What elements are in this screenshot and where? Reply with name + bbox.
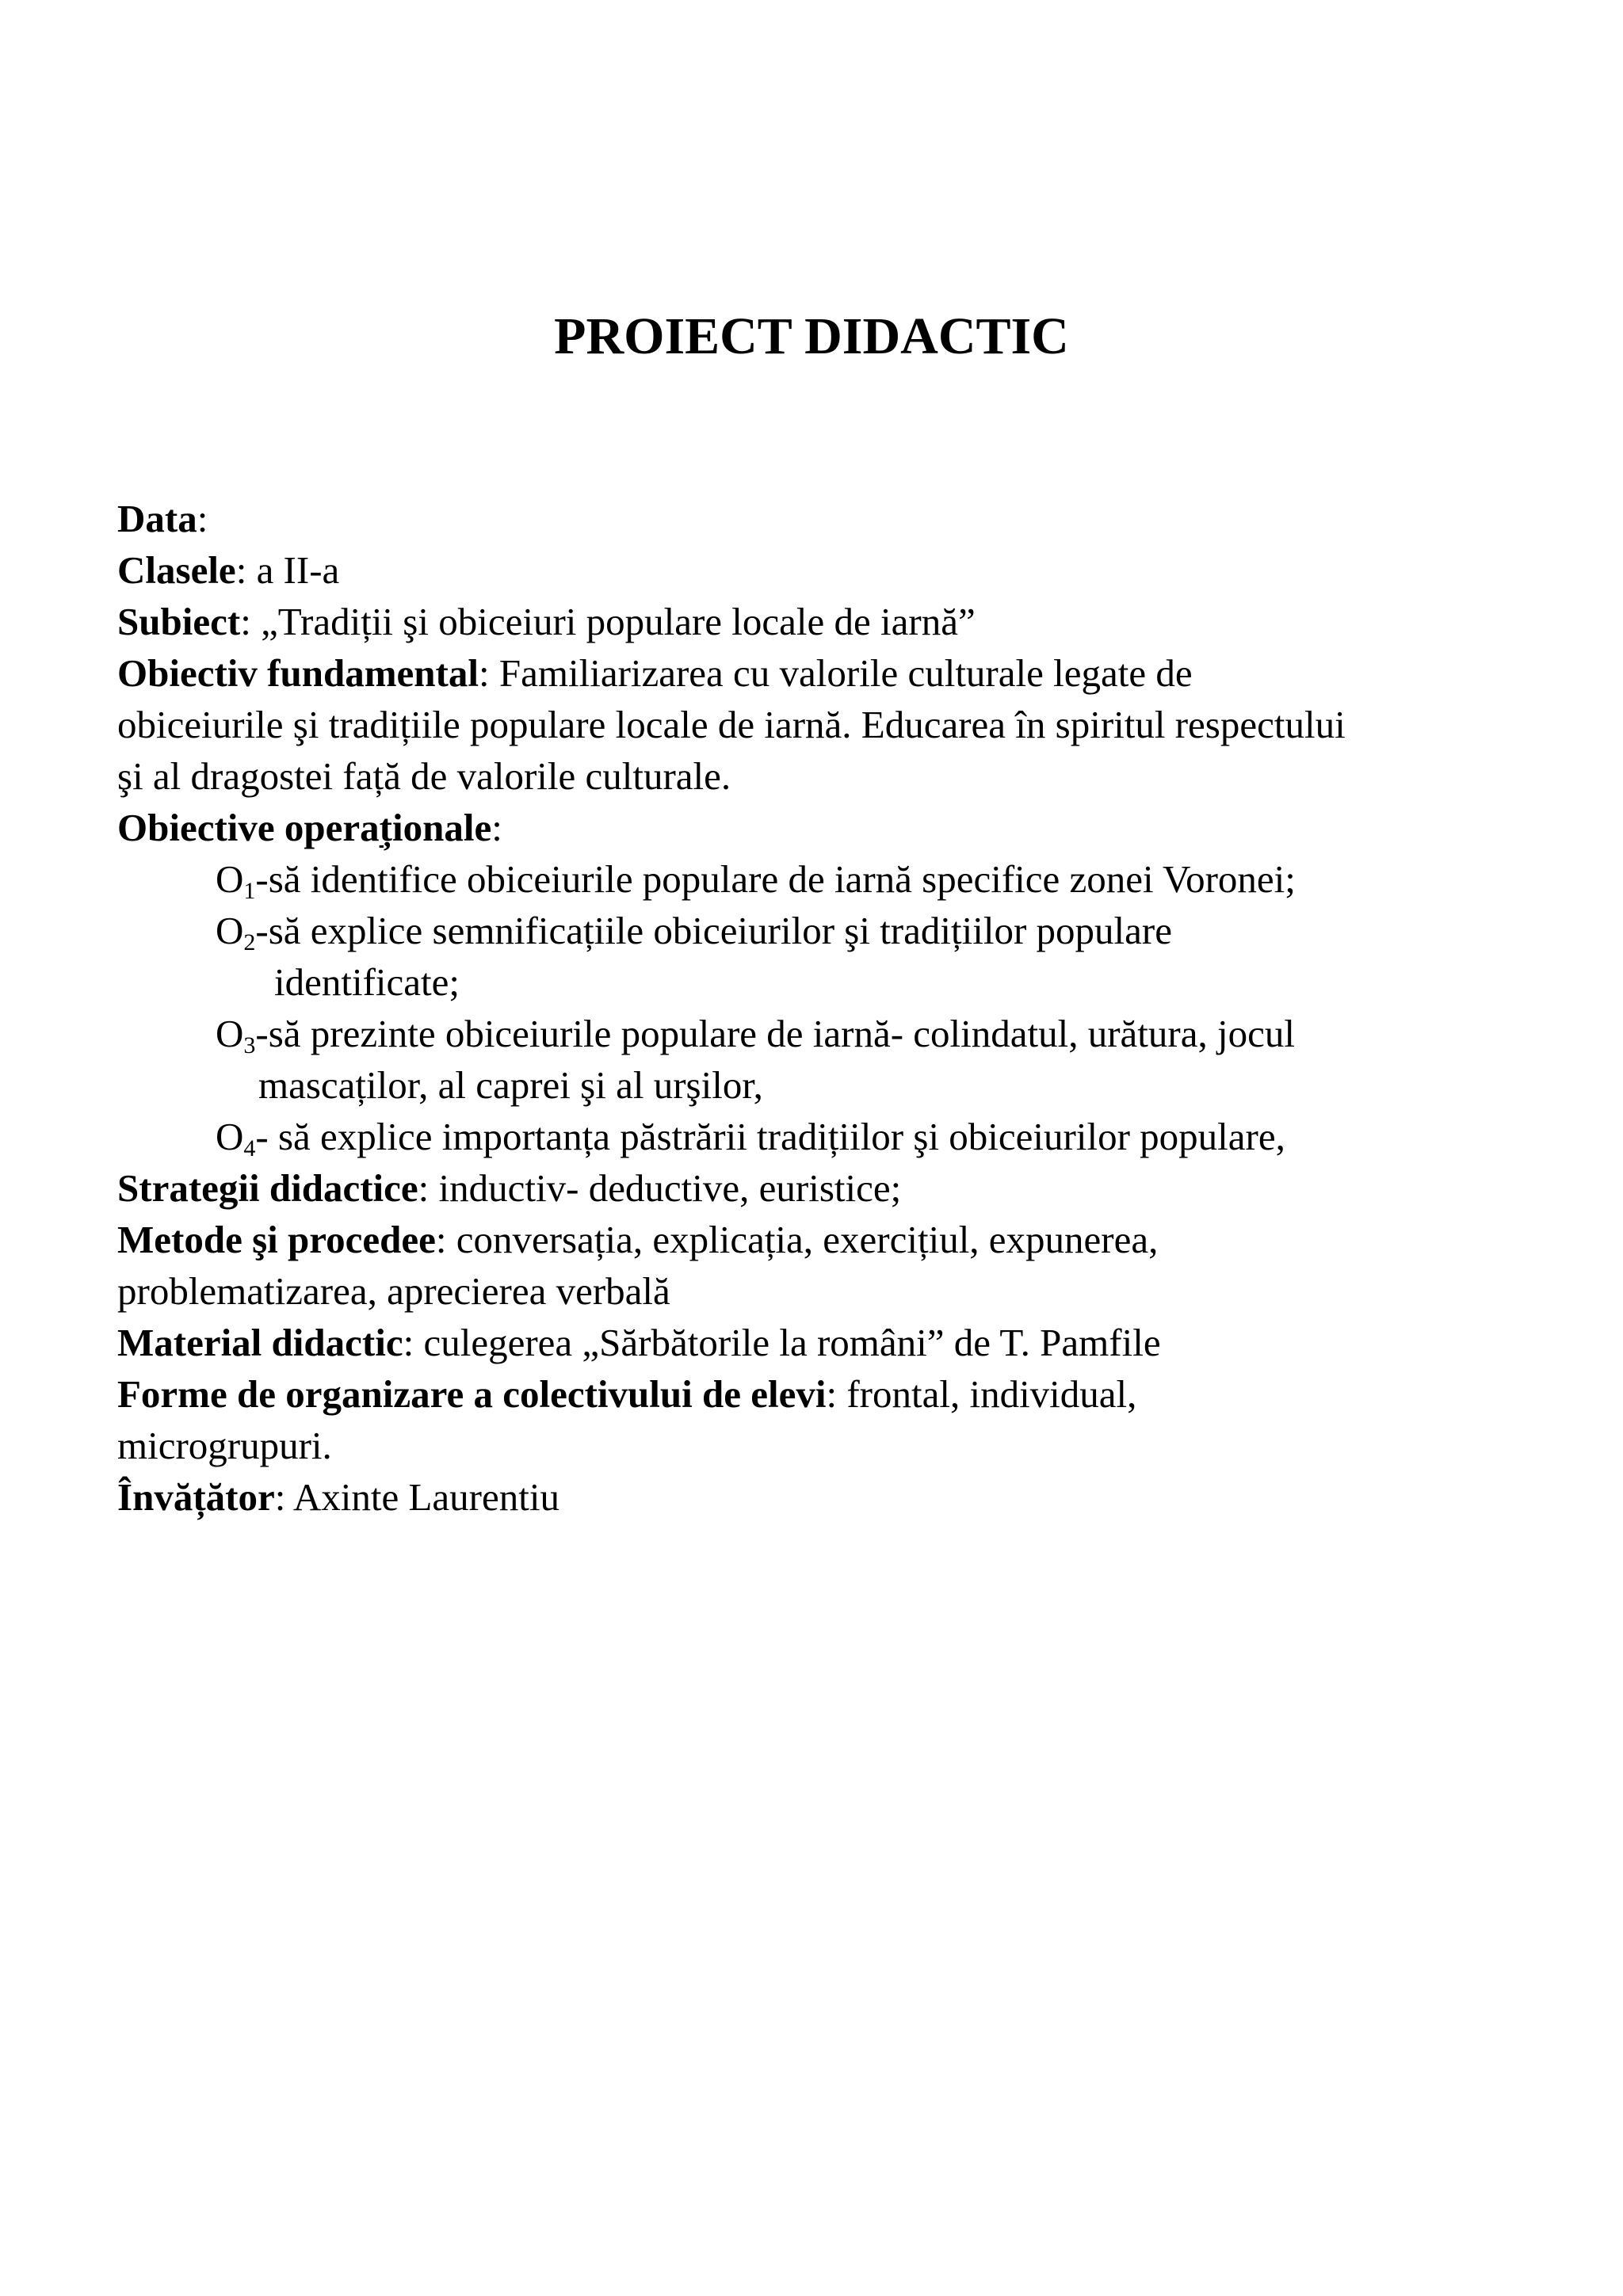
objective-letter: O bbox=[216, 1012, 244, 1055]
field-label: Subiect bbox=[117, 600, 241, 643]
field-separator: : bbox=[235, 548, 247, 592]
field-value-continuation: microgrupuri. bbox=[117, 1424, 332, 1467]
objective-letter: O bbox=[216, 1115, 244, 1158]
objective-item-4 bbox=[117, 1111, 1512, 1162]
field-obiective-operationale bbox=[117, 802, 1512, 853]
field-value: culegerea „Sărbătorile la români” de T. Pamfile bbox=[414, 1321, 1161, 1364]
field-value: frontal, individual, bbox=[837, 1372, 1137, 1416]
field-label: Metode şi procedee bbox=[117, 1218, 436, 1261]
field-separator: : bbox=[418, 1166, 430, 1210]
field-metode bbox=[117, 1214, 1512, 1265]
field-forme bbox=[117, 1368, 1512, 1420]
field-label: Obiectiv fundamental bbox=[117, 651, 479, 695]
field-obiectiv-fundamental bbox=[117, 647, 1512, 699]
field-value: Familiarizarea cu valorile culturale legate de bbox=[489, 651, 1193, 695]
field-separator: : bbox=[240, 600, 251, 643]
field-material bbox=[117, 1317, 1512, 1368]
objective-text: -să prezinte obiceiurile populare de iarnă- colindatul, urătura, jocul bbox=[255, 1012, 1295, 1055]
objective-index: 3 bbox=[243, 1032, 256, 1058]
objective-text: -să identifice obiceiurile populare de iarnă specifice zonei Voronei; bbox=[255, 857, 1296, 901]
objective-item-1 bbox=[117, 853, 1512, 905]
objective-index: 4 bbox=[243, 1135, 256, 1161]
field-value: Axinte Laurentiu bbox=[285, 1475, 559, 1519]
field-data bbox=[117, 493, 1512, 544]
field-separator: : bbox=[197, 497, 208, 540]
objective-text-continuation: mascaților, al caprei şi al urşilor, bbox=[258, 1063, 763, 1107]
field-value: „Tradiții şi obiceiuri populare locale de iarnă” bbox=[250, 600, 976, 643]
field-separator: : bbox=[826, 1372, 838, 1416]
objective-text: - să explice importanța păstrării tradițiilor şi obiceiurilor populare, bbox=[255, 1115, 1285, 1158]
field-label: Clasele bbox=[117, 548, 236, 592]
objective-index: 2 bbox=[243, 929, 256, 955]
field-value-continuation: problematizarea, aprecierea verbală bbox=[117, 1269, 670, 1313]
objective-item-3 bbox=[117, 1008, 1512, 1059]
page-title: PROIECT DIDACTIC bbox=[554, 307, 1069, 365]
field-separator: : bbox=[274, 1475, 286, 1519]
objective-text-continuation: identificate; bbox=[274, 960, 460, 1004]
field-label: Forme de organizare a colectivului de elevi bbox=[117, 1372, 827, 1416]
field-label: Învățător bbox=[117, 1475, 275, 1519]
field-value: a II-a bbox=[246, 548, 340, 592]
field-clasele bbox=[117, 544, 1512, 596]
field-invatator bbox=[117, 1471, 1512, 1523]
field-label: Data bbox=[117, 497, 197, 540]
field-value: inductiv- deductive, euristice; bbox=[429, 1166, 902, 1210]
field-value: conversația, explicația, exercițiul, expunerea, bbox=[446, 1218, 1159, 1261]
field-strategii bbox=[117, 1162, 1512, 1214]
objective-text: -să explice semnificațiile obiceiurilor şi tradițiilor populare bbox=[255, 909, 1172, 952]
field-separator: : bbox=[403, 1321, 414, 1364]
field-separator: : bbox=[478, 651, 490, 695]
field-subiect bbox=[117, 596, 1512, 647]
field-value-continuation: obiceiurile şi tradițiile populare locale de iarnă. Educarea în spiritul respectului bbox=[117, 703, 1346, 746]
field-separator: : bbox=[435, 1218, 447, 1261]
objective-letter: O bbox=[216, 857, 244, 901]
field-separator: : bbox=[491, 806, 502, 849]
objective-item-2 bbox=[117, 905, 1512, 956]
objective-letter: O bbox=[216, 909, 244, 952]
field-value-continuation: şi al dragostei față de valorile culturale. bbox=[117, 754, 731, 798]
field-label: Obiective operaționale bbox=[117, 806, 492, 849]
field-label: Material didactic bbox=[117, 1321, 403, 1364]
document-body bbox=[117, 493, 1512, 1523]
objective-index: 1 bbox=[243, 878, 256, 904]
field-label: Strategii didactice bbox=[117, 1166, 418, 1210]
